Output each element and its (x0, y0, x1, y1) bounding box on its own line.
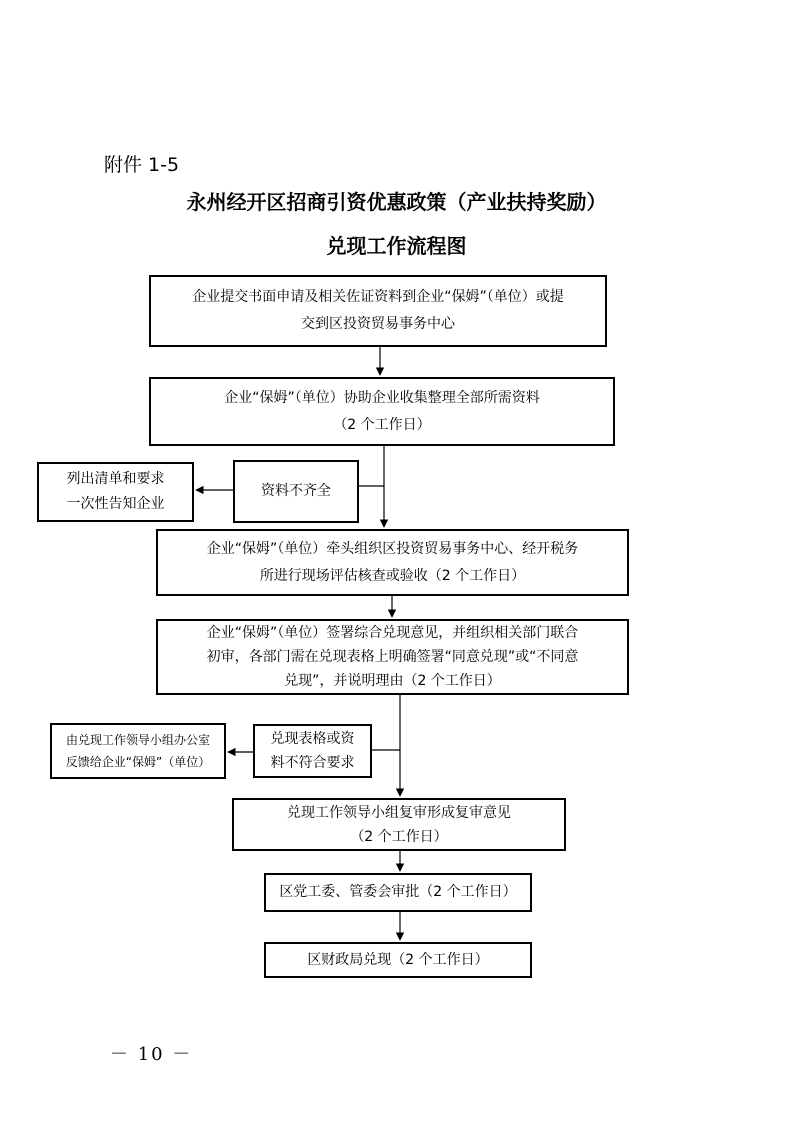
page-title: 永州经开区招商引资优惠政策（产业扶持奖励） (186, 190, 607, 214)
page-subtitle: 兑现工作流程图 (326, 234, 467, 258)
branch-incomplete-materials: 资料不齐全 (233, 460, 359, 523)
branch-nonconforming: 兑现表格或资 料不符合要求 (253, 724, 372, 778)
branch-feedback-office: 由兑现工作领导小组办公室 反馈给企业“保姆”（单位） (50, 723, 226, 779)
step-submit-application: 企业提交书面申请及相关佐证资料到企业“保姆”（单位）或提 交到区投资贸易事务中心 (149, 275, 607, 347)
step-re-review: 兑现工作领导小组复审形成复审意见 （2 个工作日） (232, 798, 566, 851)
attachment-label: 附件 1-5 (104, 154, 180, 176)
step-collect-materials: 企业“保姆”（单位）协助企业收集整理全部所需资料 （2 个工作日） (149, 377, 615, 446)
step-committee-approval: 区党工委、管委会审批（2 个工作日） (264, 873, 532, 912)
step-onsite-inspection: 企业“保姆”（单位）牵头组织区投资贸易事务中心、经开税务 所进行现场评估核查或验收（2 个工作日） (156, 529, 629, 596)
branch-notify-enterprise: 列出清单和要求 一次性告知企业 (37, 462, 194, 522)
step-preliminary-review: 企业“保姆”（单位）签署综合兑现意见，并组织相关部门联合 初审，各部门需在兑现表格上明确签署“同意兑现”或“不同意 兑现”，并说明理由（2 个工作日） (156, 619, 629, 695)
step-finance-payout: 区财政局兑现（2 个工作日） (264, 942, 532, 978)
page-number: － 10 － (110, 1044, 193, 1065)
